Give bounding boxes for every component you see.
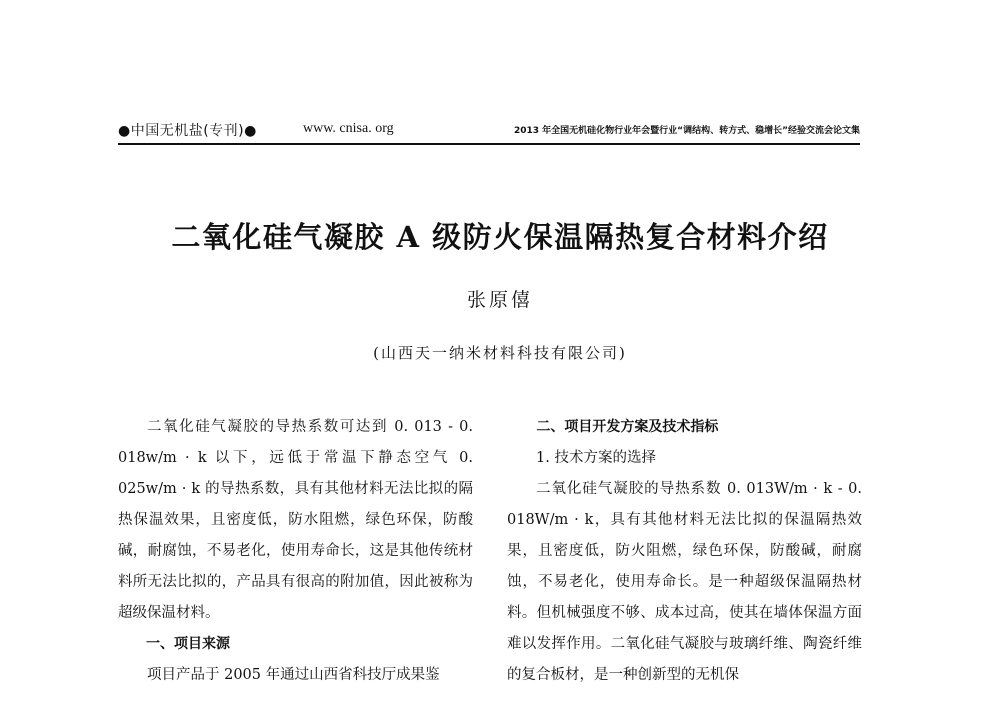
paper-title: 二氧化硅气凝胶 A 级防火保温隔热复合材料介绍 xyxy=(171,220,829,254)
author-name: 张原僖 xyxy=(466,289,533,311)
header-rule xyxy=(118,143,860,145)
intro-paragraph: 二氧化硅气凝胶的导热系数可达到 0. 013 - 0. 018w/m · k 以下，远低于常温下静态空气 0. 025w/m · k 的导热系数，具有其他材料无法比拟的隔热保温效果，且密度低，防水阻燃，绿色环保，防酸碱，耐腐蚀，不易老化，使用寿命长，这是其他传统材料所无法比拟的，产品具有很高的附加值，因此被称为超级保温材料。 xyxy=(118,419,473,621)
section-heading-development-plan: 二、项目开发方案及技术指标 xyxy=(536,419,719,435)
author-affiliation: (山西天一纳米材料科技有限公司) xyxy=(373,344,627,362)
conference-proceedings-title: 2013 年全国无机硅化物行业年会暨行业“调结构、转方式、稳增长”经验交流会论文集 xyxy=(513,126,860,136)
section-heading-project-source: 一、项目来源 xyxy=(146,636,230,652)
journal-name: ●中国无机盐(专刊)● xyxy=(118,123,257,139)
project-source-paragraph: 项目产品于 2005 年通过山西省科技厅成果鉴 xyxy=(147,667,440,683)
running-header xyxy=(118,120,860,142)
subsection-heading-technical-scheme: 1. 技术方案的选择 xyxy=(536,450,656,466)
journal-website: www. cnisa. org xyxy=(303,121,394,136)
technical-scheme-paragraph: 二氧化硅气凝胶的导热系数 0. 013W/m · k - 0. 018W/m · k，具有其他材料无法比拟的保温隔热效果，且密度低，防火阻燃，绿色环保，防酸碱，耐腐蚀，不易老化，使用寿命长。是一种超级保温隔热材料。但机械强度不够、成本过高，使其在墙体保温方面难以发挥作用。二氧化硅气凝胶与玻璃纤维、陶瓷纤维的复合板材，是一种创新型的无机保 xyxy=(507,481,862,683)
right-column xyxy=(507,412,862,691)
left-column xyxy=(118,412,473,691)
